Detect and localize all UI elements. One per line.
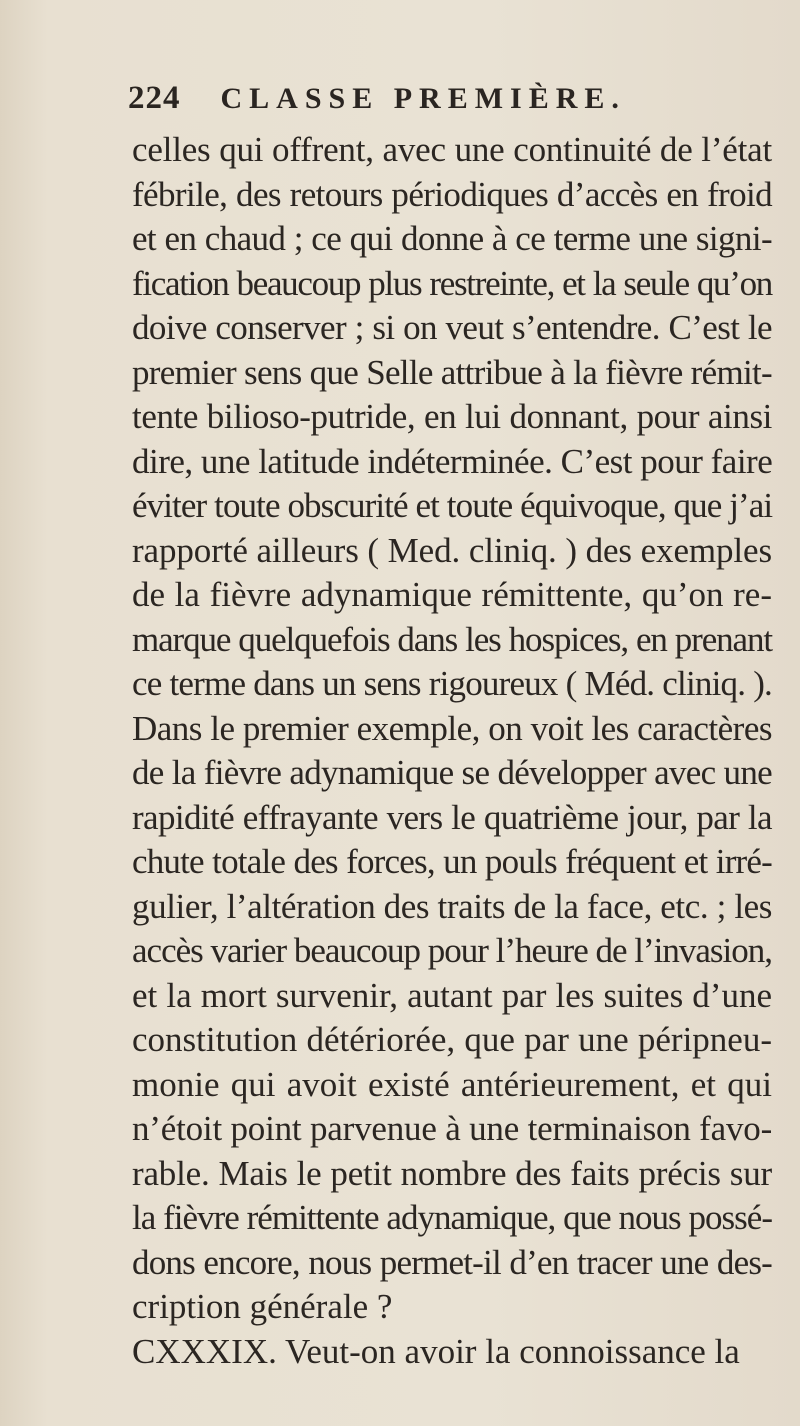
text-line: rapporté ailleurs ( Med. cliniq. ) des exemples bbox=[132, 530, 772, 570]
text-line: tente bilioso-putride, en lui donnant, pour ainsi bbox=[132, 397, 772, 436]
text-line: fébrile, des retours périodiques d’accès en froid bbox=[132, 174, 772, 214]
body-text bbox=[132, 128, 772, 1374]
text-line: cription générale ? bbox=[132, 1287, 393, 1326]
text-line: de la fièvre adynamique rémittente, qu’on re- bbox=[132, 575, 772, 614]
text-line: et en chaud ; ce qui donne à ce terme une signi- bbox=[132, 219, 772, 258]
text-line: la fièvre rémittente adynamique, que nous possé- bbox=[132, 1198, 772, 1237]
text-line: Dans le premier exemple, on voit les caractères bbox=[132, 708, 772, 748]
text-line: dire, une latitude indéterminée. C’est pour faire bbox=[132, 441, 773, 481]
text-line: ce terme dans un sens rigoureux ( Méd. cliniq. ). bbox=[132, 664, 772, 703]
text-line: de la fièvre adynamique se développer avec une bbox=[132, 753, 772, 792]
running-title: CLASSE PREMIÈRE. bbox=[220, 82, 626, 115]
text-line: doive conserver ; si on veut s’entendre. C’est le bbox=[132, 308, 772, 347]
text-line: et la mort survenir, autant par les suites d’une bbox=[132, 975, 772, 1015]
text-line: constitution détériorée, que par une péripneu- bbox=[132, 1020, 772, 1059]
text-line: chute totale des forces, un pouls fréquent et irré- bbox=[132, 842, 772, 881]
text-line: marque quelquefois dans les hospices, en prenant bbox=[132, 619, 772, 659]
text-line: n’étoit point parvenue à une terminaison favo- bbox=[132, 1109, 773, 1148]
text-line: accès varier beaucoup pour l’heure de l’invasion, bbox=[132, 931, 772, 970]
text-line: premier sens que Selle attribue à la fièvre rémit- bbox=[132, 352, 772, 392]
text-line: éviter toute obscurité et toute équivoque, que j’ai bbox=[132, 486, 773, 525]
page-number: 224 bbox=[128, 80, 181, 116]
text-line: monie qui avoit existé antérieurement, et qui bbox=[132, 1064, 772, 1104]
text-line: celles qui offrent, avec une continuité de l’état bbox=[132, 130, 772, 169]
text-line: fication beaucoup plus restreinte, et la seule qu’on bbox=[132, 263, 772, 303]
text-line: rable. Mais le petit nombre des faits précis sur bbox=[132, 1153, 772, 1193]
running-head bbox=[128, 80, 626, 120]
text-line: gulier, l’altération des traits de la face, etc. ; les bbox=[132, 886, 772, 926]
text-line: rapidité effrayante vers le quatrième jour, par la bbox=[132, 797, 772, 837]
text-line: dons encore, nous permet-il d’en tracer une des- bbox=[132, 1242, 772, 1282]
section-heading-line: CXXXIX. Veut-on avoir la connoissance la bbox=[132, 1331, 740, 1371]
